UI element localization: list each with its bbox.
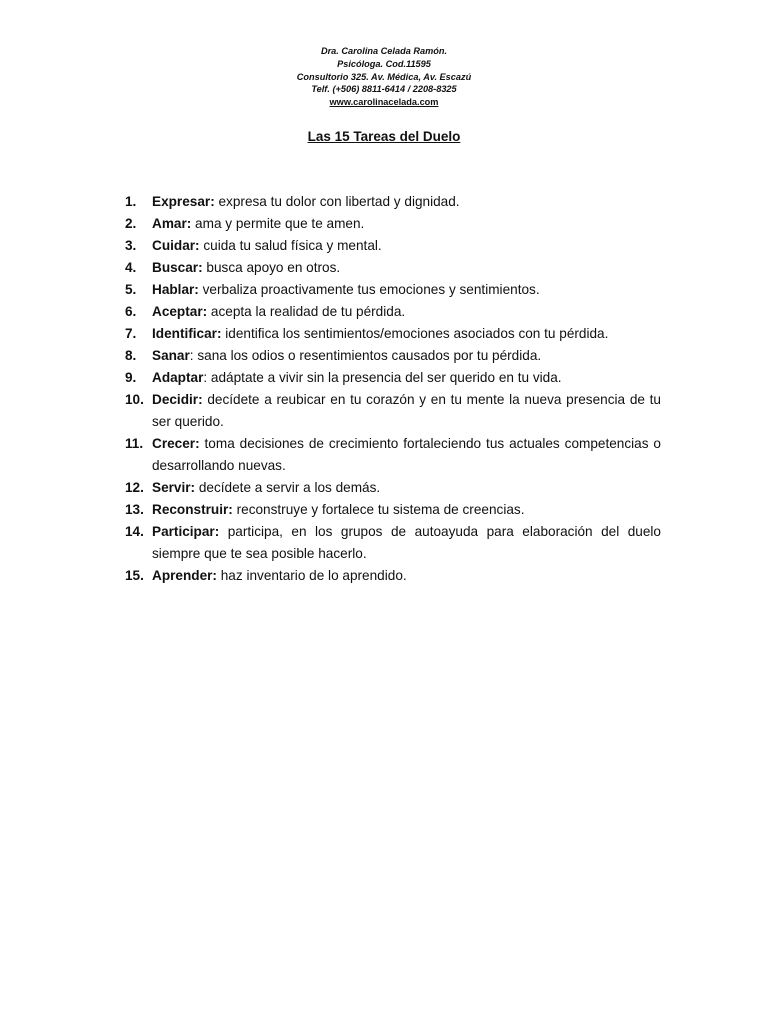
task-name: Sanar xyxy=(152,348,190,363)
list-item xyxy=(125,235,661,257)
list-item xyxy=(125,323,661,345)
task-number: 15. xyxy=(125,568,144,583)
list-item xyxy=(125,477,661,499)
task-number: 4. xyxy=(125,260,137,275)
task-body xyxy=(152,235,661,257)
list-item xyxy=(125,433,661,477)
list-item xyxy=(125,257,661,279)
task-description: busca apoyo en otros. xyxy=(202,260,341,275)
list-item xyxy=(125,301,661,323)
task-description: expresa tu dolor con libertad y dignidad. xyxy=(214,194,460,209)
list-item xyxy=(125,367,661,389)
task-description: participa, en los grupos de autoayuda para elaboración del duelo siempre que te sea posible hacerlo. xyxy=(152,524,661,561)
task-description: haz inventario de lo aprendido. xyxy=(216,568,407,583)
task-body xyxy=(152,345,661,367)
task-body xyxy=(152,499,661,521)
task-description: decídete a servir a los demás. xyxy=(195,480,381,495)
task-number: 8. xyxy=(125,348,137,363)
task-list xyxy=(125,191,661,587)
task-number: 5. xyxy=(125,282,137,297)
task-body xyxy=(152,301,661,323)
task-name: Aceptar: xyxy=(152,304,208,319)
website-link[interactable]: www.carolinacelada.com xyxy=(329,97,439,108)
task-name: Decidir: xyxy=(152,392,203,407)
task-number: 10. xyxy=(125,392,144,407)
task-description: cuida tu salud física y mental. xyxy=(199,238,382,253)
task-description: reconstruye y fortalece tu sistema de creencias. xyxy=(232,502,525,517)
task-number: 1. xyxy=(125,194,137,209)
task-body xyxy=(152,433,661,477)
task-name: Servir: xyxy=(152,480,196,495)
task-name: Amar: xyxy=(152,216,192,231)
task-description: ama y permite que te amen. xyxy=(191,216,365,231)
task-number: 6. xyxy=(125,304,137,319)
task-body xyxy=(152,521,661,565)
task-number: 7. xyxy=(125,326,137,341)
task-name: Adaptar xyxy=(152,370,204,385)
task-number: 14. xyxy=(125,524,144,539)
list-item xyxy=(125,279,661,301)
task-number: 2. xyxy=(125,216,137,231)
task-description: toma decisiones de crecimiento fortaleciendo tus actuales competencias o desarrollando nuevas. xyxy=(152,436,661,473)
task-description: : sana los odios o resentimientos causados por tu pérdida. xyxy=(189,348,542,363)
task-name: Crecer: xyxy=(152,436,200,451)
list-item xyxy=(125,521,661,565)
list-item xyxy=(125,191,661,213)
task-number: 13. xyxy=(125,502,144,517)
task-name: Reconstruir: xyxy=(152,502,233,517)
task-body xyxy=(152,279,661,301)
task-name: Hablar: xyxy=(152,282,199,297)
task-number: 9. xyxy=(125,370,137,385)
document-title: Las 15 Tareas del Duelo xyxy=(307,129,461,144)
profession-line: Psicóloga. Cod.11595 xyxy=(337,58,431,69)
letterhead xyxy=(0,45,768,109)
list-item xyxy=(125,213,661,235)
list-item xyxy=(125,499,661,521)
task-name: Expresar: xyxy=(152,194,215,209)
list-item xyxy=(125,345,661,367)
task-body xyxy=(152,389,661,433)
task-body xyxy=(152,565,661,587)
task-body xyxy=(152,213,661,235)
phone-line: Telf. (+506) 8811-6414 / 2208-8325 xyxy=(311,84,457,95)
task-description: verbaliza proactivamente tus emociones y sentimientos. xyxy=(198,282,540,297)
task-number: 11. xyxy=(125,436,144,451)
doctor-name: Dra. Carolina Celada Ramón. xyxy=(320,46,448,56)
task-body xyxy=(152,191,661,213)
task-description: decídete a reubicar en tu corazón y en tu mente la nueva presencia de tu ser querido. xyxy=(152,392,661,429)
task-body xyxy=(152,257,661,279)
task-description: identifica los sentimientos/emociones asociados con tu pérdida. xyxy=(221,326,609,341)
task-name: Identificar: xyxy=(152,326,222,341)
task-name: Cuidar: xyxy=(152,238,200,253)
task-name: Aprender: xyxy=(152,568,217,583)
task-body xyxy=(152,323,661,345)
task-number: 3. xyxy=(125,238,137,253)
task-description: : adáptate a vivir sin la presencia del ser querido en tu vida. xyxy=(203,370,562,385)
task-name: Buscar: xyxy=(152,260,203,275)
task-body xyxy=(152,477,661,499)
task-body xyxy=(152,367,661,389)
address-line: Consultorio 325. Av. Médica, Av. Escazú xyxy=(296,71,472,82)
list-item xyxy=(125,565,661,587)
list-item xyxy=(125,389,661,433)
task-number: 12. xyxy=(125,480,144,495)
task-name: Participar: xyxy=(152,524,220,539)
task-description: acepta la realidad de tu pérdida. xyxy=(207,304,406,319)
